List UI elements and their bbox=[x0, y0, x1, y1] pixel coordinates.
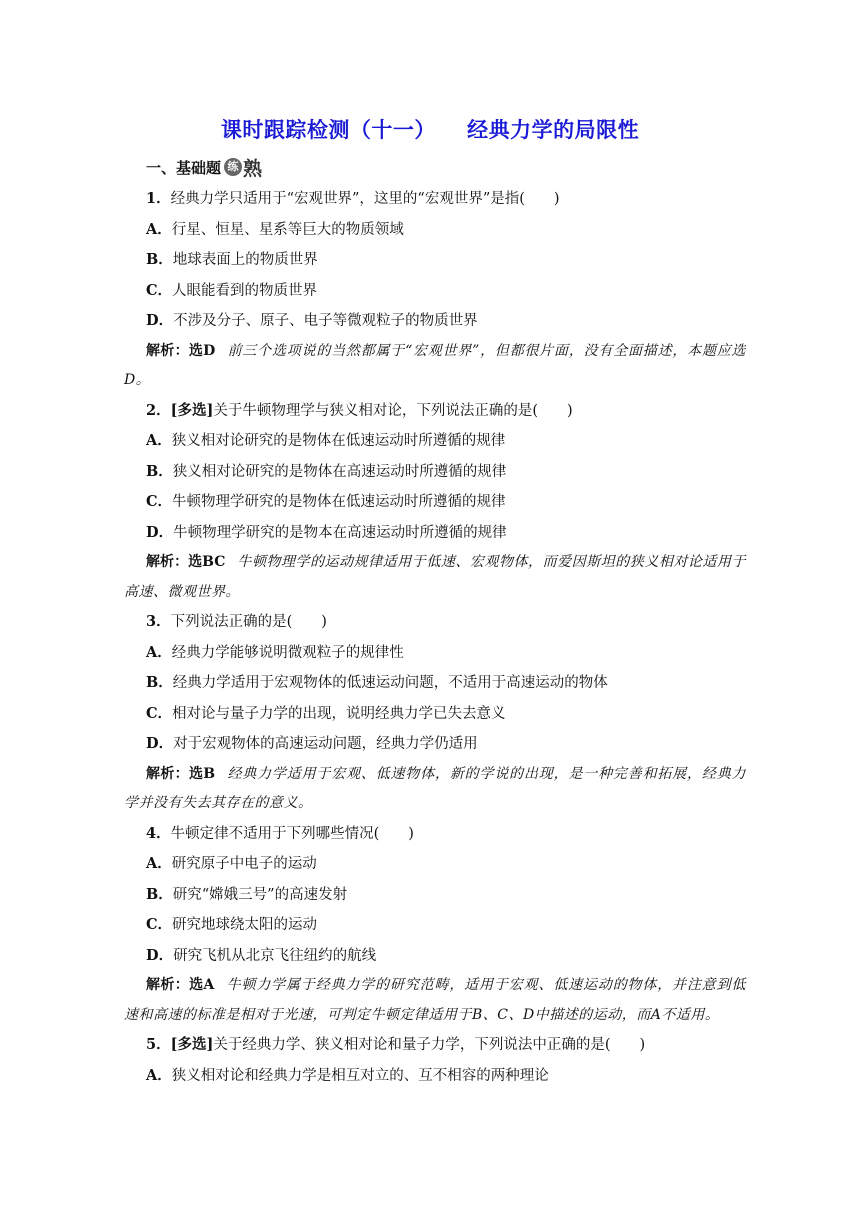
option-a bbox=[124, 215, 746, 246]
option-d bbox=[124, 941, 746, 972]
option-letter: C． bbox=[146, 493, 173, 510]
option-text: 研究“嫦娥三号”的高速发射 bbox=[172, 886, 348, 903]
practice-badge bbox=[224, 154, 262, 181]
option-b bbox=[124, 245, 746, 276]
option-a bbox=[124, 849, 746, 880]
option-letter: B． bbox=[146, 674, 173, 691]
question-4 bbox=[124, 819, 746, 1031]
question-stem bbox=[124, 396, 746, 427]
page-title: 课时跟踪检测（十一） 经典力学的局限性 bbox=[220, 118, 640, 142]
option-text: 人眼能看到的物质世界 bbox=[172, 282, 318, 299]
option-letter: D． bbox=[146, 735, 174, 752]
answer-explanation bbox=[124, 548, 746, 607]
option-c bbox=[124, 487, 746, 518]
option-letter: A． bbox=[146, 220, 172, 238]
option-b bbox=[124, 880, 746, 911]
question-number: 5． bbox=[146, 1036, 171, 1053]
question-stem bbox=[124, 607, 746, 638]
option-a bbox=[124, 1061, 746, 1092]
option-d bbox=[124, 306, 746, 337]
option-d bbox=[124, 518, 746, 549]
option-b bbox=[124, 668, 746, 699]
option-text: 狭义相对论和经典力学是相互对立的、互不相容的两种理论 bbox=[171, 1067, 549, 1084]
option-text: 对于宏观物体的高速运动问题，经典力学仍适用 bbox=[173, 736, 478, 752]
question-stem bbox=[124, 819, 746, 850]
option-letter: B． bbox=[146, 885, 173, 903]
answer-choice: 选B bbox=[188, 765, 216, 782]
option-text: 相对论与量子力学的出现，说明经典力学已失去意义 bbox=[172, 705, 506, 722]
question-number: 4． bbox=[146, 824, 171, 842]
option-d bbox=[124, 729, 746, 760]
answer-lead: 解析： bbox=[146, 342, 189, 359]
option-letter: D． bbox=[146, 946, 174, 964]
option-letter: A． bbox=[146, 643, 172, 661]
answer-body: 牛顿物理学的运动规律适用于低速、宏观物体，而爱因斯坦的狭义相对论适用于高速、微观世界。 bbox=[124, 554, 747, 600]
option-text: 经典力学适用于宏观物体的低速运动问题，不适用于高速运动的物体 bbox=[172, 675, 608, 691]
question-5 bbox=[124, 1030, 746, 1091]
answer-lead: 解析： bbox=[146, 554, 189, 570]
question-text: 关于牛顿物理学与狭义相对论，下列说法正确的是( ) bbox=[213, 402, 573, 419]
section-heading bbox=[146, 154, 262, 180]
answer-explanation bbox=[124, 337, 746, 396]
question-3 bbox=[124, 607, 746, 819]
option-letter: C． bbox=[146, 704, 173, 722]
question-stem bbox=[124, 184, 746, 215]
answer-lead: 解析： bbox=[146, 765, 189, 782]
option-text: 牛顿物理学研究的是物本在高速运动时所遵循的规律 bbox=[173, 524, 507, 541]
option-letter: C． bbox=[146, 916, 173, 933]
answer-body: 经典力学适用于宏观、低速物体，新的学说的出现，是一种完善和拓展，经典力学并没有失去其存在的意义。 bbox=[124, 765, 747, 811]
question-number: 3． bbox=[146, 613, 171, 630]
option-letter: D． bbox=[146, 312, 174, 329]
option-letter: D． bbox=[146, 523, 174, 541]
option-letter: A． bbox=[146, 432, 172, 449]
answer-choice: 选D bbox=[188, 342, 216, 359]
question-list bbox=[124, 184, 746, 1091]
option-text: 研究飞机从北京飞往纽约的航线 bbox=[173, 947, 377, 964]
option-text: 地球表面上的物质世界 bbox=[172, 252, 318, 268]
question-tag: [多选] bbox=[170, 1036, 214, 1053]
answer-choice: 选A bbox=[189, 977, 215, 993]
option-text: 行星、恒星、星系等巨大的物质领域 bbox=[171, 221, 404, 238]
option-letter: A． bbox=[146, 1066, 172, 1084]
question-2 bbox=[124, 396, 746, 608]
option-c bbox=[124, 699, 746, 730]
question-text: 下列说法正确的是( ) bbox=[170, 614, 327, 630]
badge-circle-icon: 练 bbox=[224, 158, 242, 176]
answer-body: 牛顿力学属于经典力学的研究范畴，适用于宏观、低速运动的物体，并注意到低速和高速的标准是相对于光速，可判定牛顿定律适用于B、C、D中描述的运动，而A不适用。 bbox=[124, 977, 747, 1023]
option-letter: A． bbox=[146, 855, 172, 872]
option-text: 不涉及分子、原子、电子等微观粒子的物质世界 bbox=[173, 313, 478, 329]
answer-choice: 选BC bbox=[188, 554, 226, 570]
option-text: 牛顿物理学研究的是物体在低速运动时所遵循的规律 bbox=[172, 494, 506, 510]
question-number: 2． bbox=[146, 401, 171, 419]
option-text: 经典力学能够说明微观粒子的规律性 bbox=[171, 644, 404, 661]
answer-body: 前三个选项说的当然都属于“宏观世界”，但都很片面，没有全面描述，本题应选D。 bbox=[124, 342, 747, 388]
option-text: 研究地球绕太阳的运动 bbox=[172, 917, 318, 933]
answer-lead: 解析： bbox=[146, 977, 190, 993]
option-letter: B． bbox=[146, 251, 173, 268]
section-label: 一、基础题 bbox=[146, 158, 222, 177]
question-text: 经典力学只适用于“宏观世界”，这里的“宏观世界”是指( ) bbox=[170, 191, 560, 207]
option-a bbox=[124, 426, 746, 457]
question-tag: [多选] bbox=[170, 401, 214, 419]
question-1 bbox=[124, 184, 746, 396]
option-text: 狭义相对论研究的是物体在低速运动时所遵循的规律 bbox=[171, 433, 506, 449]
answer-explanation bbox=[124, 760, 746, 819]
answer-explanation bbox=[124, 971, 746, 1030]
option-b bbox=[124, 457, 746, 488]
option-a bbox=[124, 638, 746, 669]
badge-text: 熟 bbox=[243, 157, 263, 180]
option-letter: B． bbox=[146, 462, 173, 480]
question-number: 1． bbox=[146, 190, 171, 207]
option-c bbox=[124, 276, 746, 307]
option-text: 研究原子中电子的运动 bbox=[171, 856, 317, 872]
question-text: 牛顿定律不适用于下列哪些情况( ) bbox=[170, 825, 414, 842]
option-c bbox=[124, 910, 746, 941]
question-stem bbox=[124, 1030, 746, 1061]
question-text: 关于经典力学、狭义相对论和量子力学，下列说法中正确的是( ) bbox=[213, 1037, 646, 1053]
option-letter: C． bbox=[146, 281, 173, 299]
option-text: 狭义相对论研究的是物体在高速运动时所遵循的规律 bbox=[172, 463, 507, 480]
